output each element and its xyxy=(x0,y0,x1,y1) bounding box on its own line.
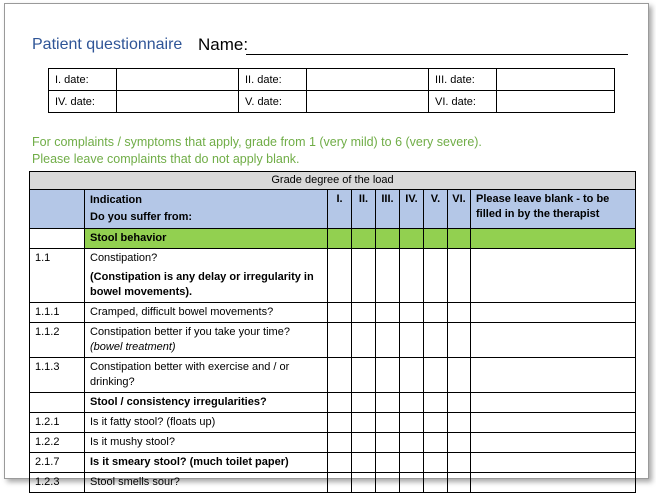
questionnaire-page xyxy=(4,3,649,488)
grade-cell[interactable] xyxy=(376,433,400,453)
table-row xyxy=(30,413,636,433)
row-question xyxy=(85,323,328,358)
date-field[interactable] xyxy=(497,91,615,113)
grade-cell[interactable] xyxy=(424,249,448,303)
table-row xyxy=(30,323,636,358)
grade-cell[interactable] xyxy=(448,473,471,493)
grade-cell[interactable] xyxy=(448,413,471,433)
grade-cell[interactable] xyxy=(400,473,424,493)
page-title: Patient questionnaire xyxy=(32,36,183,53)
therapist-cell xyxy=(471,249,636,303)
therapist-cell xyxy=(471,303,636,323)
instructions xyxy=(32,134,482,168)
grade-cell[interactable] xyxy=(424,393,448,413)
row-number: 2.1.7 xyxy=(30,453,85,473)
grade-cell[interactable] xyxy=(328,323,352,358)
date-label: III. date: xyxy=(429,69,497,91)
table-row xyxy=(30,473,636,493)
question-note: (Constipation is any delay or irregularity in bowel movements). xyxy=(90,271,314,298)
table-row xyxy=(30,358,636,393)
row-question: Constipation better with exercise and / or drinking? xyxy=(85,358,328,393)
table-row xyxy=(30,433,636,453)
date-field[interactable] xyxy=(307,69,429,91)
grade-cell[interactable] xyxy=(448,303,471,323)
row-question: Stool / consistency irregularities? xyxy=(85,393,328,413)
row-question: Is it mushy stool? xyxy=(85,433,328,453)
grade-cell[interactable] xyxy=(376,323,400,358)
row-question: Is it fatty stool? (floats up) xyxy=(85,413,328,433)
grade-cell[interactable] xyxy=(328,393,352,413)
row-number: 1.2.2 xyxy=(30,433,85,453)
grade-cell[interactable] xyxy=(424,303,448,323)
date-label: II. date: xyxy=(239,69,307,91)
instruction-line: Please leave complaints that do not apply blank. xyxy=(32,152,300,166)
grade-cell[interactable] xyxy=(376,453,400,473)
therapist-cell xyxy=(471,453,636,473)
grade-col-6: VI. xyxy=(448,190,471,229)
grade-cell[interactable] xyxy=(424,473,448,493)
indication-header xyxy=(85,190,328,229)
table-row xyxy=(30,249,636,303)
row-number: 1.1 xyxy=(30,249,85,303)
therapist-cell xyxy=(471,413,636,433)
grade-cell[interactable] xyxy=(400,453,424,473)
date-field[interactable] xyxy=(117,91,239,113)
question-text: Constipation better if you take your time? xyxy=(90,326,290,338)
section-row xyxy=(30,229,636,249)
title-row xyxy=(32,36,632,58)
row-number: 1.2.3 xyxy=(30,473,85,493)
therapist-cell xyxy=(471,473,636,493)
grade-col-2: II. xyxy=(352,190,376,229)
grade-cell[interactable] xyxy=(352,358,376,393)
grade-cell[interactable] xyxy=(448,249,471,303)
grade-cell[interactable] xyxy=(376,413,400,433)
grade-cell[interactable] xyxy=(352,323,376,358)
grade-cell[interactable] xyxy=(376,473,400,493)
grade-cell[interactable] xyxy=(424,433,448,453)
table-row xyxy=(30,453,636,473)
grade-cell[interactable] xyxy=(448,358,471,393)
indication-subtitle: Do you suffer from: xyxy=(90,211,193,223)
row-number: 1.2.1 xyxy=(30,413,85,433)
row-question: Stool smells sour? xyxy=(85,473,328,493)
grade-col-4: IV. xyxy=(400,190,424,229)
grade-cell[interactable] xyxy=(448,393,471,413)
grade-cell[interactable] xyxy=(400,393,424,413)
date-field[interactable] xyxy=(497,69,615,91)
grade-cell[interactable] xyxy=(400,323,424,358)
grade-cell[interactable] xyxy=(400,303,424,323)
date-label: I. date: xyxy=(49,69,117,91)
grade-cell[interactable] xyxy=(448,433,471,453)
grade-col-1: I. xyxy=(328,190,352,229)
question-note: (bowel treatment) xyxy=(90,341,176,353)
row-question: Is it smeary stool? (much toilet paper) xyxy=(85,453,328,473)
section-number xyxy=(30,229,85,249)
grade-col-3: III. xyxy=(376,190,400,229)
dates-table xyxy=(48,68,615,113)
symptom-table xyxy=(29,171,636,493)
row-number: 1.1.3 xyxy=(30,358,85,393)
grade-cell[interactable] xyxy=(352,433,376,453)
grade-cell[interactable] xyxy=(424,323,448,358)
grade-cell[interactable] xyxy=(352,393,376,413)
number-header xyxy=(30,190,85,229)
grade-cell[interactable] xyxy=(424,358,448,393)
grade-cell[interactable] xyxy=(400,413,424,433)
grade-cell[interactable] xyxy=(376,303,400,323)
instruction-line: For complaints / symptoms that apply, grade from 1 (very mild) to 6 (very severe). xyxy=(32,135,482,149)
grade-cell[interactable] xyxy=(424,413,448,433)
therapist-cell xyxy=(471,433,636,453)
date-field[interactable] xyxy=(117,69,239,91)
therapist-header: Please leave blank - to be filled in by the therapist xyxy=(471,190,636,229)
date-field[interactable] xyxy=(307,91,429,113)
table-row xyxy=(30,303,636,323)
therapist-cell xyxy=(471,393,636,413)
grade-cell[interactable] xyxy=(424,453,448,473)
row-question xyxy=(85,249,328,303)
indication-title: Indication xyxy=(90,194,142,206)
grade-cell[interactable] xyxy=(328,249,352,303)
grade-cell[interactable] xyxy=(376,393,400,413)
dates-row xyxy=(49,69,615,91)
grade-cell[interactable] xyxy=(400,358,424,393)
name-field-line[interactable] xyxy=(246,54,628,55)
date-label: V. date: xyxy=(239,91,307,113)
therapist-cell xyxy=(471,323,636,358)
row-question: Cramped, difficult bowel movements? xyxy=(85,303,328,323)
date-label: IV. date: xyxy=(49,91,117,113)
grade-cell[interactable] xyxy=(376,249,400,303)
grade-cell[interactable] xyxy=(328,413,352,433)
grade-header-row xyxy=(30,172,636,190)
date-label: VI. date: xyxy=(429,91,497,113)
grade-col-5: V. xyxy=(424,190,448,229)
grade-cell[interactable] xyxy=(328,358,352,393)
row-number xyxy=(30,393,85,413)
grade-cell[interactable] xyxy=(448,453,471,473)
dates-row xyxy=(49,91,615,113)
grade-cell[interactable] xyxy=(352,473,376,493)
therapist-cell xyxy=(471,358,636,393)
name-label: Name: xyxy=(198,35,249,54)
grade-cell[interactable] xyxy=(400,249,424,303)
grade-cell[interactable] xyxy=(352,303,376,323)
grade-cell[interactable] xyxy=(400,433,424,453)
grade-cell[interactable] xyxy=(328,303,352,323)
grade-cell[interactable] xyxy=(328,453,352,473)
question-text: Constipation? xyxy=(90,252,158,264)
grade-cell[interactable] xyxy=(352,453,376,473)
row-number: 1.1.1 xyxy=(30,303,85,323)
table-row xyxy=(30,393,636,413)
grade-cell[interactable] xyxy=(352,413,376,433)
section-title: Stool behavior xyxy=(85,229,328,249)
grade-cell[interactable] xyxy=(448,323,471,358)
grade-header: Grade degree of the load xyxy=(30,172,636,190)
grade-cell[interactable] xyxy=(328,433,352,453)
grade-cell[interactable] xyxy=(376,358,400,393)
grade-cell[interactable] xyxy=(352,249,376,303)
row-number: 1.1.2 xyxy=(30,323,85,358)
grade-cell[interactable] xyxy=(328,473,352,493)
column-header-row xyxy=(30,190,636,229)
